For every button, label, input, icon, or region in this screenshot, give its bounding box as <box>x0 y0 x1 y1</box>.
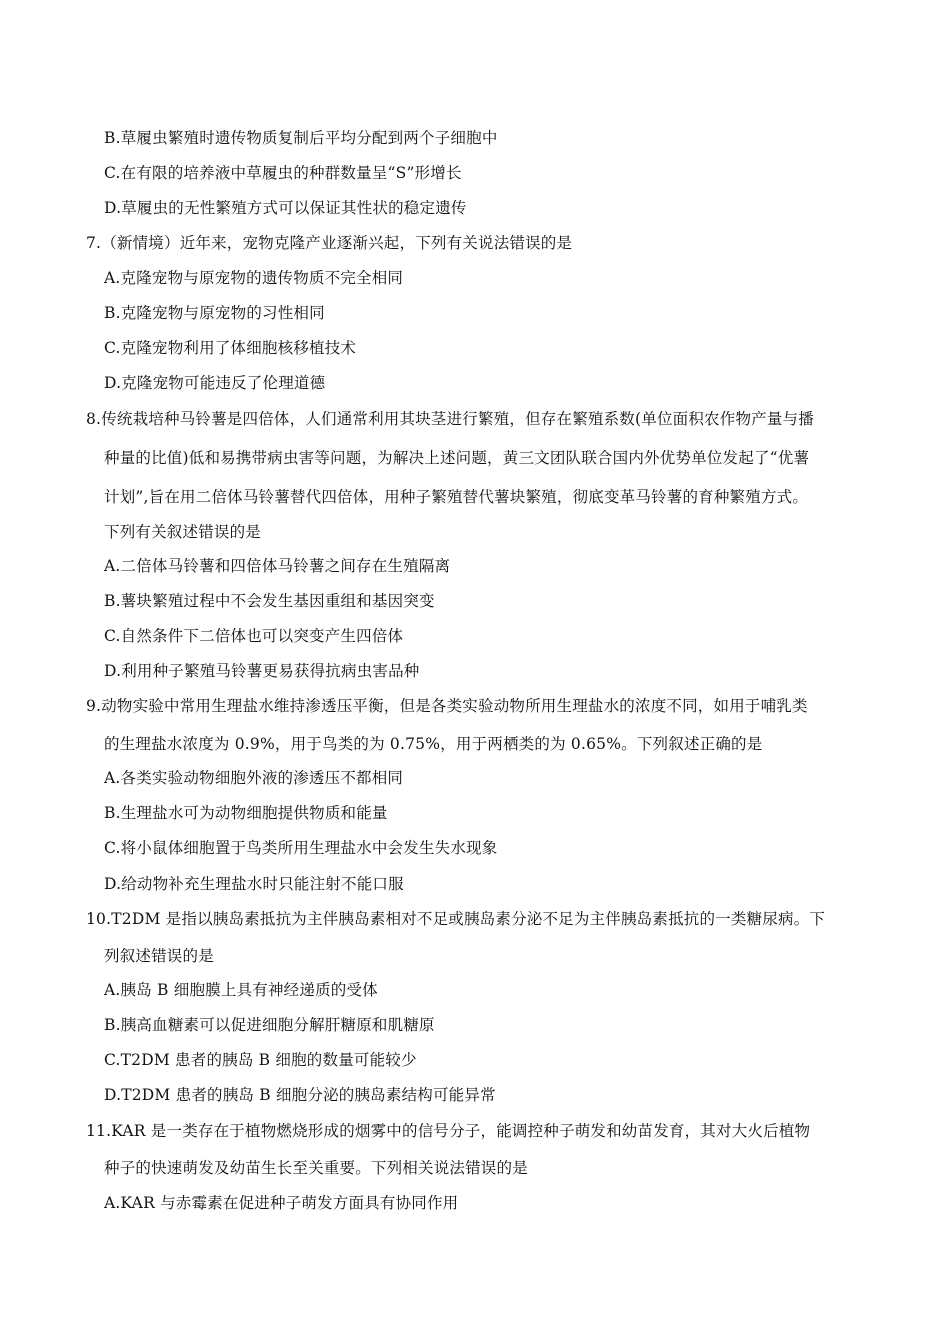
q8-option-c: C.自然条件下二倍体也可以突变产生四倍体 <box>104 627 404 645</box>
q9-option-c: C.将小鼠体细胞置于鸟类所用生理盐水中会发生失水现象 <box>104 839 498 857</box>
q6-option-c: C.在有限的培养液中草履虫的种群数量呈“S”形增长 <box>104 164 462 182</box>
q8-option-b: B.薯块繁殖过程中不会发生基因重组和基因突变 <box>104 592 435 610</box>
q10-option-c: C.T2DM 患者的胰岛 B 细胞的数量可能较少 <box>104 1051 417 1069</box>
q10-stem-line-2: 列叙述错误的是 <box>104 947 214 965</box>
q6-option-d: D.草履虫的无性繁殖方式可以保证其性状的稳定遗传 <box>104 199 467 217</box>
q8-option-d: D.利用种子繁殖马铃薯更易获得抗病虫害品种 <box>104 662 420 680</box>
q8-stem-line-2: 种量的比值)低和易携带病虫害等问题，为解决上述问题，黄三文团队联合国内外优势单位发起了“优薯 <box>104 449 810 467</box>
q9-option-b: B.生理盐水可为动物细胞提供物质和能量 <box>104 804 388 822</box>
q8-option-a: A.二倍体马铃薯和四倍体马铃薯之间存在生殖隔离 <box>104 557 451 575</box>
q10-option-d: D.T2DM 患者的胰岛 B 细胞分泌的胰岛素结构可能异常 <box>104 1086 496 1104</box>
q6-option-b: B.草履虫繁殖时遗传物质复制后平均分配到两个子细胞中 <box>104 129 498 147</box>
q8-stem-line-4: 下列有关叙述错误的是 <box>104 523 262 541</box>
q7-option-a: A.克隆宠物与原宠物的遗传物质不完全相同 <box>104 269 404 287</box>
q9-stem-line-2: 的生理盐水浓度为 0.9%，用于鸟类的为 0.75%，用于两栖类的为 0.65%。下列叙述正确的是 <box>104 735 763 753</box>
q11-option-a: A.KAR 与赤霉素在促进种子萌发方面具有协同作用 <box>104 1194 459 1212</box>
q8-stem-line-1: 8.传统栽培种马铃薯是四倍体，人们通常利用其块茎进行繁殖，但存在繁殖系数(单位面积农作物产量与播 <box>86 410 814 428</box>
q7-option-d: D.克隆宠物可能违反了伦理道德 <box>104 374 326 392</box>
q9-option-d: D.给动物补充生理盐水时只能注射不能口服 <box>104 875 404 893</box>
q11-stem-line-1: 11.KAR 是一类存在于植物燃烧形成的烟雾中的信号分子，能调控种子萌发和幼苗发育，其对大火后植物 <box>86 1122 811 1140</box>
q7-option-b: B.克隆宠物与原宠物的习性相同 <box>104 304 325 322</box>
q7-option-c: C.克隆宠物利用了体细胞核移植技术 <box>104 339 357 357</box>
q9-option-a: A.各类实验动物细胞外液的渗透压不都相同 <box>104 769 404 787</box>
q8-stem-line-3: 计划”,旨在用二倍体马铃薯替代四倍体，用种子繁殖替代薯块繁殖，彻底变革马铃薯的育种繁殖方式。 <box>104 488 809 506</box>
q7-stem: 7.（新情境）近年来，宠物克隆产业逐渐兴起，下列有关说法错误的是 <box>86 234 573 252</box>
q10-option-a: A.胰岛 B 细胞膜上具有神经递质的受体 <box>104 981 378 999</box>
q10-stem-line-1: 10.T2DM 是指以胰岛素抵抗为主伴胰岛素相对不足或胰岛素分泌不足为主伴胰岛素抵抗的一类糖尿病。下 <box>86 910 826 928</box>
q11-stem-line-2: 种子的快速萌发及幼苗生长至关重要。下列相关说法错误的是 <box>104 1159 528 1177</box>
q10-option-b: B.胰高血糖素可以促进细胞分解肝糖原和肌糖原 <box>104 1016 435 1034</box>
q9-stem-line-1: 9.动物实验中常用生理盐水维持渗透压平衡，但是各类实验动物所用生理盐水的浓度不同，如用于哺乳类 <box>86 697 808 715</box>
